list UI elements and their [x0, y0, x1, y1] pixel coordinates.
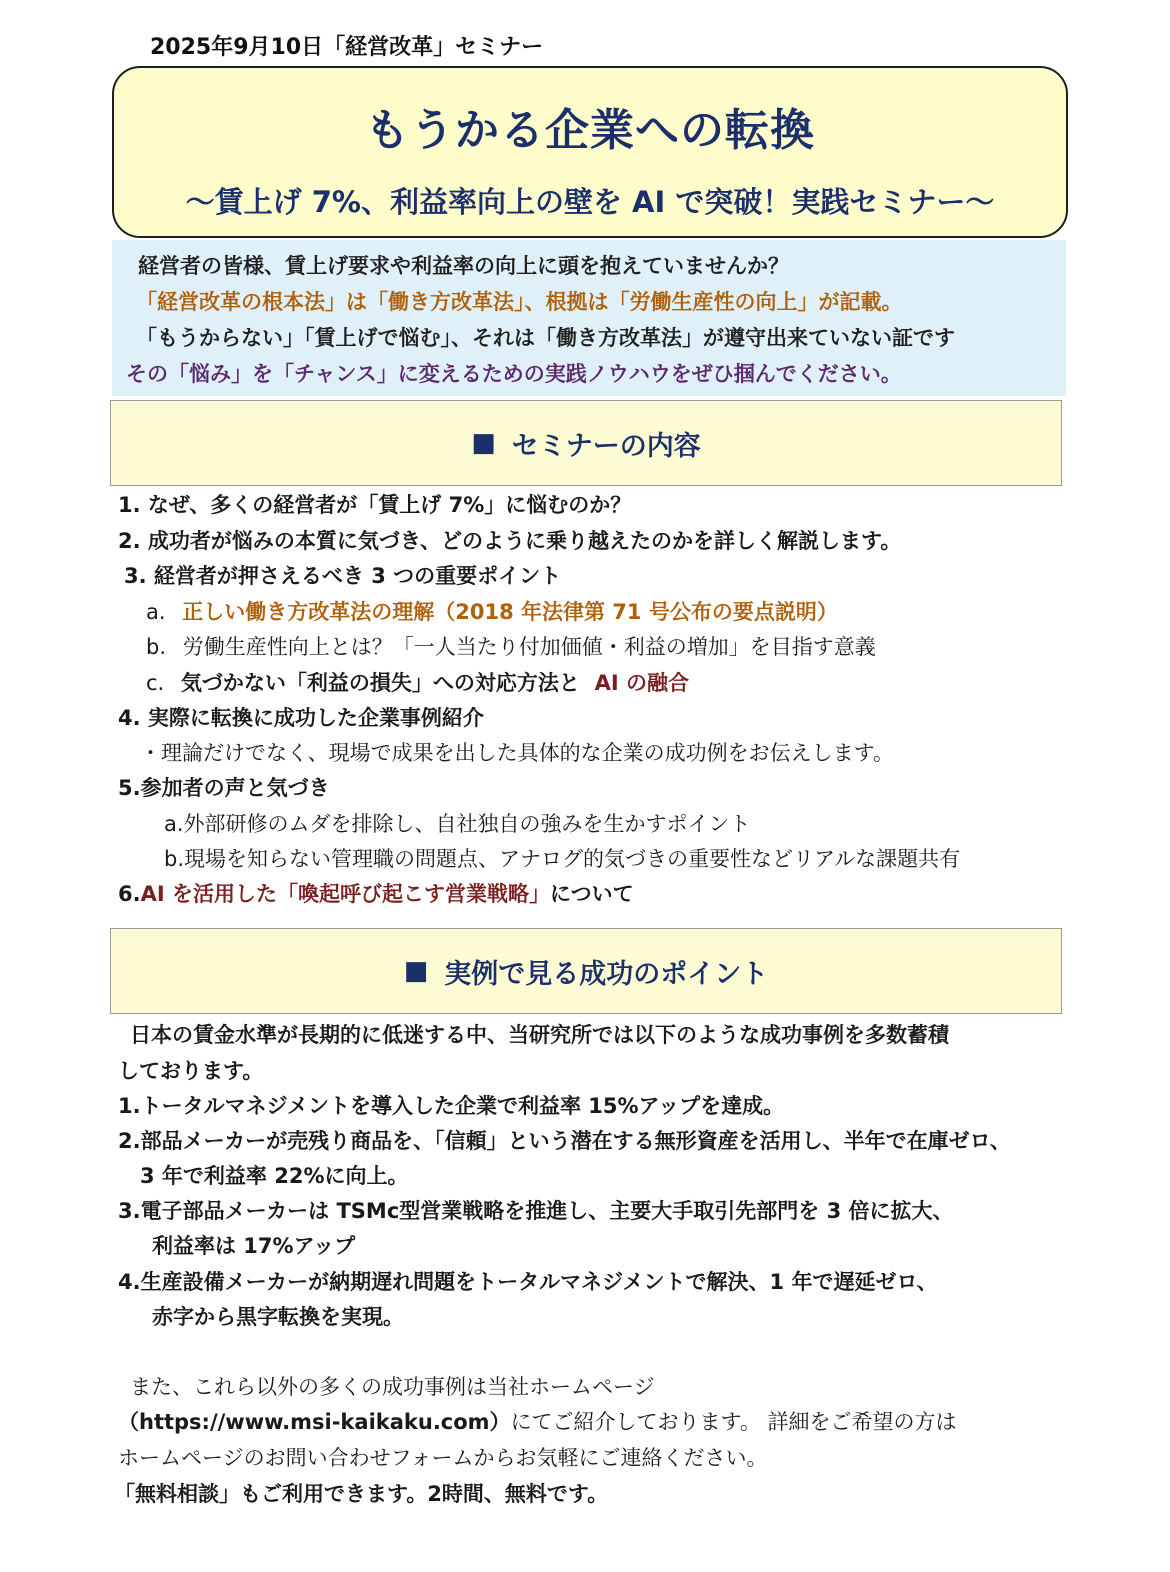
item-prefix: 6.	[118, 882, 141, 906]
subitem-prefix: a.	[146, 600, 166, 624]
page-title: もうかる企業への転換	[365, 105, 815, 156]
intro-line-2: 「経営改革の根本法」は「働き方改革法」、根拠は「労働生産性の向上」が記載。	[136, 290, 903, 314]
homepage-link[interactable]: （https://www.msi-kaikaku.com）	[118, 1410, 511, 1434]
section-header-cases	[110, 928, 1062, 1014]
case-item-cont: 利益率は 17%アップ	[152, 1234, 356, 1258]
list-subitem: a.外部研修のムダを排除し、自社独自の強みを生かすポイント	[164, 812, 751, 836]
intro-box	[112, 240, 1066, 396]
subitem-text: 正しい働き方改革法の理解（2018 年法律第 71 号公布の要点説明）	[182, 600, 838, 624]
subitem-highlight: AI の融合	[594, 671, 689, 695]
subitem-text: 気づかない「利益の損失」への対応方法と	[180, 671, 580, 695]
title-box	[112, 66, 1068, 238]
intro-line-4: その「悩み」を「チャンス」に変えるための実践ノウハウをぜひ掴んでください。	[126, 362, 902, 386]
intro-line-3: 「もうからない」「賃上げで悩む」、それは「働き方改革法」が遵守出来ていない証です	[136, 326, 955, 350]
square-bullet-icon: ■	[403, 956, 429, 986]
footer-line	[118, 1407, 957, 1437]
item-highlight: AI を活用した「喚起呼び起こす営業戦略」	[140, 882, 550, 906]
subitem-prefix: b.	[146, 635, 167, 659]
footer-line: ホームページのお問い合わせフォームからお気軽にご連絡ください。	[118, 1446, 768, 1470]
list-subitem: b.現場を知らない管理職の問題点、アナログ的気づきの重要性などリアルな課題共有	[164, 847, 961, 871]
case-item: 2.部品メーカーが売残り商品を、「信頼」という潜在する無形資産を活用し、半年で在庫ゼロ、	[118, 1129, 1011, 1153]
list-subitem	[146, 632, 876, 662]
case-item-cont: 赤字から黒字転換を実現。	[152, 1305, 404, 1329]
section-title: 実例で見る成功のポイント	[444, 958, 769, 990]
list-item: 1. なぜ、多くの経営者が「賃上げ 7%」に悩むのか？	[118, 493, 632, 517]
section-title: セミナーの内容	[511, 430, 701, 462]
footer-line: 「無料相談」もご利用できます。2時間、無料です。	[114, 1482, 609, 1506]
subitem-prefix: c.	[146, 671, 165, 695]
case-item: 4.生産設備メーカーが納期遅れ問題をトータルマネジメントで解決、1 年で遅延ゼロ、	[118, 1270, 938, 1294]
list-item: 4. 実際に転換に成功した企業事例紹介	[118, 706, 484, 730]
cases-intro: しております。	[118, 1059, 264, 1083]
case-item: 3.電子部品メーカーは TSMc型営業戦略を推進し、主要大手取引先部門を 3 倍に拡大、	[118, 1199, 954, 1223]
date-line: 2025年9月10日「経営改革」セミナー	[150, 35, 544, 60]
list-item: 5.参加者の声と気づき	[118, 776, 330, 800]
list-item: 3. 経営者が押さえるべき 3 つの重要ポイント	[124, 564, 562, 588]
cases-intro: 日本の賃金水準が長期的に低迷する中、当研究所では以下のような成功事例を多数蓄積	[130, 1023, 949, 1047]
list-subitem	[146, 597, 838, 627]
page-subtitle: ～賃上げ 7%、利益率向上の壁を AI で突破！実践セミナー～	[185, 185, 995, 219]
list-item	[118, 879, 634, 909]
section-header-seminar	[110, 400, 1062, 486]
case-item: 1.トータルマネジメントを導入した企業で利益率 15%アップを達成。	[118, 1094, 785, 1118]
list-subitem: ・理論だけでなく、現場で成果を出した具体的な企業の成功例をお伝えします。	[140, 741, 894, 765]
intro-line-1: 経営者の皆様、賃上げ要求や利益率の向上に頭を抱えていませんか？	[138, 254, 789, 278]
case-item-cont: 3 年で利益率 22%に向上。	[140, 1164, 409, 1188]
list-item: 2. 成功者が悩みの本質に気づき、どのように乗り越えたのかを詳しく解説します。	[118, 529, 902, 553]
list-subitem	[146, 668, 689, 698]
footer-text: にてご紹介しております。 詳細をご希望の方は	[510, 1410, 957, 1434]
footer-line: また、これら以外の多くの成功事例は当社ホームページ	[130, 1375, 655, 1399]
subitem-text: 労働生産性向上とは？「一人当たり付加価値・利益の増加」を目指す意義	[182, 635, 876, 659]
square-bullet-icon: ■	[471, 428, 496, 458]
item-suffix: について	[549, 882, 634, 906]
